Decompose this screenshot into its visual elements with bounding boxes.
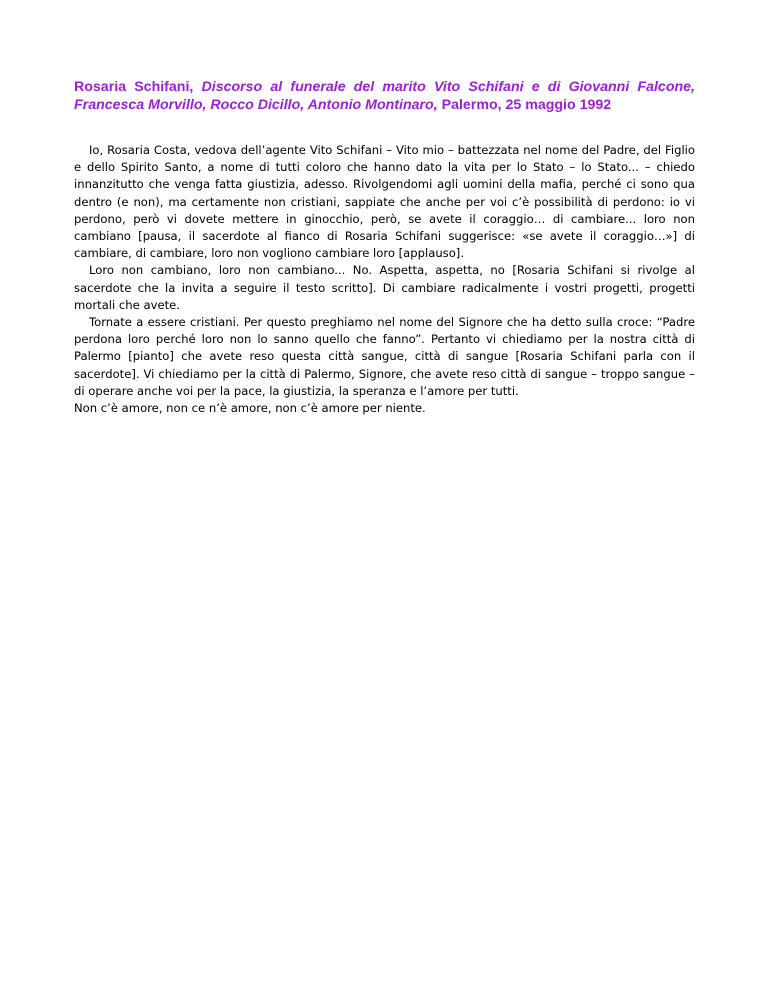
speech-text	[74, 142, 695, 417]
paragraph-2: Loro non cambiano, loro non cambiano... No. Aspetta, aspetta, no [Rosaria Schifani si rivolge al sacerdote che la invita a seguire il testo scritto]. Di cambiare radicalmente i vostri progetti, progetti mortali che avete.	[74, 263, 695, 312]
paragraph-3: Tornate a essere cristiani. Per questo preghiamo nel nome del Signore che ha detto sulla croce: “Padre perdona loro perché loro non lo sanno quello che fanno”. Pertanto vi chiediamo per la nostra città di Palermo [pianto] che avete reso questa città sangue, città di sangue [Rosaria Schifani parla con il sacerdote]. Vi chiediamo per la città di Palermo, Signore, che avete reso città di sangue – troppo sangue – di operare anche voi per la pace, la giustizia, la speranza e l’amore per tutti.	[74, 315, 695, 398]
paragraph-4: Non c’è amore, non ce n’è amore, non c’è amore per niente.	[74, 401, 426, 416]
heading-author: Rosaria Schifani,	[74, 79, 194, 95]
heading-work-title: Discorso al funerale del marito Vito Schifani e di Giovanni Falcone, Francesca Morvillo, Rocco Dicillo, Antonio Montinaro,	[74, 79, 695, 113]
paragraph-1: Io, Rosaria Costa, vedova dell’agente Vito Schifani – Vito mio – battezzata nel nome del Padre, del Figlio e dello Spirito Santo, a nome di tutti coloro che hanno dato la vita per lo Stato – lo Stato... – chiedo innanzitutto che venga fatta giustizia, adesso. Rivolgendomi agli uomini della mafia, perché ci sono qua dentro (e non), ma certamente non cristiani, sappiate che anche per voi c’è possibilità di perdono: io vi perdono, però vi dovete mettere in ginocchio, però, se avete il coraggio… di cambiare... loro non cambiano [pausa, il sacerdote al fianco di Rosaria Schifani suggerisce: «se avete il coraggio…»] di cambiare, di cambiare, loro non vogliono cambiare loro [applauso].	[74, 143, 695, 261]
heading-place-date: Palermo, 25 maggio 1992	[441, 97, 612, 113]
document-page	[74, 78, 695, 417]
document-heading	[74, 78, 695, 114]
